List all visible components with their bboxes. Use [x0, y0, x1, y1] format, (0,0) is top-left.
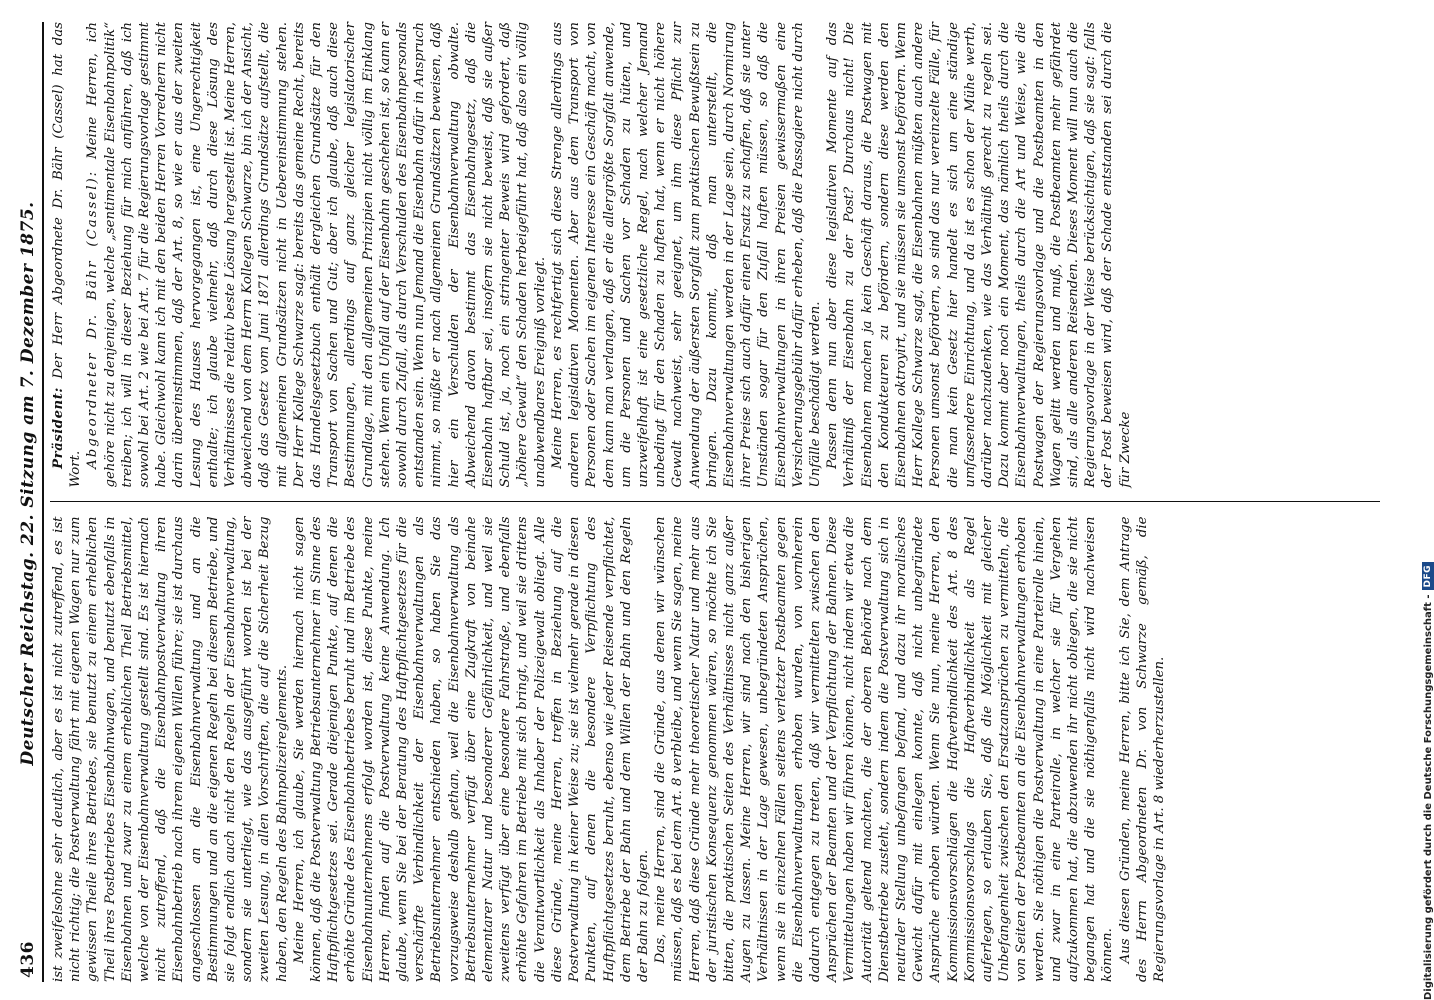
credit-text: Digitalisierung gefördert durch die Deutsche Forschungsgemeinschaft - — [1422, 594, 1434, 1000]
paragraph: ist zweifelsohne sehr deutlich, aber es ist nicht zutreffend, es ist nicht richtig; die Postverwaltung fährt mit eigenen Wagen nur zum gewissen Theile ihres Betriebes, sie benutzt zu einem erheblichen Theil ihres Postbetriebes Eisenbahnwagen, und benutzt ebenfalls in Eisenbahnen und zwar zu einem erheblichen Theil Betriebsmittel, welche von der Eisenbahnverwaltung gestellt sind. Es ist hiernach nicht zutreffend, daß die Eisenbahnpostverwaltung ihren Eisenbahnbetrieb nach ihrem eigenen Willen führe; sie ist durchaus angeschlossen an die Eisenbahnverwaltung und an die Bestimmungen und an die eigenen Regeln bei diesem Betriebe, und sie folgt endlich auch nicht den Regeln der Eisenbahnverwaltung, sondern sie unterliegt, wie das ausgeführt worden ist bei der zweiten Lesung, in allen Vorschriften, die auf die Sicherheit Bezug haben, den Regeln des Bahnpolizeireglements. — [51, 516, 290, 982]
president-label: Präsident: — [51, 387, 66, 469]
column-rule — [50, 502, 1380, 503]
paragraph: Meine Herren, ich glaube, Sie werden hiernach nicht sagen können, daß die Postverwaltung Betriebsunternehmer im Sinne des Haftpflichtgesetzes sei. Gerade diejenigen Punkte, auf denen die erhöhte Gründe des Eisenbahnbetriebes beruht und im Betriebe des Eisenbahnunternehmens erfolgt worden ist, diese Punkte, meine Herren, finden auf die Postverwaltung keine Anwendung. Ich glaube, wenn Sie bei der Beratung des Haftpflichtgesetzes für die verschärfte Verbindlichkeit der Eisenbahnverwaltungen als Betriebsunternehmer entschieden haben, so haben Sie das vorzugsweise deshalb gethan, weil die Eisenbahnverwaltung als Betriebsunternehmer verfügt über eine Zugkraft von beinahe elementarer Natur und besonderer Gefährlichkeit, und weil sie zweitens verfügt über eine besondere Fahrstraße, und ebenfalls erhöhte Gefahren im Betriebe mit sich bringt, und weil sie drittens die Verantwortlichkeit als Inhaber der Polizeigewalt obliegt. Alle diese Gründe, meine Herren, treffen in Beziehung auf die Postverwaltung in keiner Weise zu; sie ist vielmehr gerade in diesen Punkten, auf denen die besondere Verpflichtung des Haftpflichtgesetzes beruht, ebenso wie jeder Reisende verpflichtet, dem Betriebe der Bahn und dem Willen der Bahn und den Regeln der Bahn zu folgen. — [291, 516, 651, 982]
paragraph: Meine Herren, es rechtfertigt sich diese Strenge allerdings aus anderen legislativen Momenten. Aber aus dem Transport von Personen oder Sachen im eigenen Interesse ein Geschäft macht, von dem kann man verlangen, daß er die allergrößte Sorgfalt anwende, um die Personen und Sachen vor Schaden zu hüten, und unzweifelhaft ist eine gesetzliche Regel, nach welcher Jemand unbedingt für den Schaden zu haften hat, wenn er nicht höhere Gewalt nachweist, sehr geeignet, um ihm diese Pflicht zur Anwendung der äußersten Sorgfalt zum praktischen Bewußtsein zu bringen. Dazu kommt, daß man unterstellt, die Eisenbahnverwaltungen werden in der Lage sein, durch Normirung ihrer Preise sich auch dafür einen Ersatz zu schaffen, daß sie unter Umständen sogar für den Zufall haften müssen, so daß die Eisenbahnverwaltungen in ihren Preisen gewissermaßen eine Versicherungsgebühr dafür erheben, daß die Passagiere nicht durch Unfälle beschädigt werden. — [549, 22, 823, 488]
paragraph: Meine Herren, ich gehöre nicht zu denjenigen, welche „sentimentale Eisenbahnpolitik“ treiben; ich will in dieser Beziehung für mich anführen, daß ich sowohl bei Art. 2 wie bei Art. 7 für die Regierungsvorlage gestimmt habe. Gleichwohl kann ich mit den beiden Herren Vorrednern nicht darin übereinstimmen, daß der Art. 8, so wie er aus der zweiten Lesung des Hauses hervorgegangen ist, eine Ungerechtigkeit enthalte; ich glaube vielmehr, daß durch diese Lösung des Verhältnisses die relativ beste Lösung hergestellt ist. Meine Herren, abweichend von dem Herrn Kollegen Schwarze, bin ich der Ansicht, daß das Gesetz vom Juni 1871 allerdings Grundsätze aufstellt, die mit allgemeinen Grundsätzen nicht in Uebereinstimmung stehen. Der Herr Kollege Schwarze sagt: bereits das gemeine Recht, bereits das Handelsgesetzbuch enthält dergleichen Grundsätze für den Transport von Sachen und Gut; aber ich glaube, daß auch diese Bestimmungen, allerdings auf ganz gleicher legislatorischer Grundlage, mit den allgemeinen Prinzipien nicht völlig im Einklang stehen. Wenn ein Unfall auf der Eisenbahn geschehen ist, so kann er sowohl durch Zufall, als durch Verschulden des Eisenbahnpersonals entstanden sein. Wenn nun Jemand die Eisenbahn dafür in Anspruch nimmt, so müßte er nach allgemeinen Grundsätzen beweisen, daß hier ein Verschulden der Eisenbahnverwaltung obwalte. Abweichend davon bestimmt das Eisenbahngesetz, daß die Eisenbahn haftbar sei, insofern sie nicht beweist, daß sie außer Schuld ist, ja, noch ein stringenter Beweis wird gefordert, daß „höhere Gewalt“ den Schaden herbeigeführt hat, daß also ein völlig unabwendbares Ereigniß vorliegt. — [85, 22, 548, 488]
running-head — [14, 22, 44, 982]
column-left — [50, 517, 1380, 983]
paragraph: Das, meine Herren, sind die Gründe, aus denen wir wünschen müssen, daß es bei dem Art. 8 verbleibe, und wenn Sie sagen, meine Herren, daß diese Gründe mehr theoretischer Natur und mehr aus der juristischen Konsequenz genommen wären, so möchte ich Sie bitten, die praktischen Seiten des Verhältnisses nicht ganz außer Augen zu lassen. Meine Herren, wir sind nach den bisherigen Verhältnissen in der Lage gewesen, unbegründeten Ansprüchen, wenn sie in einzelnen Fällen seitens verletzter Postbeamten gegen die Eisenbahnverwaltungen erhoben wurden, von vornherein dadurch entgegen zu treten, daß wir vermittelten zwischen den Ansprüchen der Beamten und der Verpflichtung der Bahnen. Diese Vermittelungen haben wir führen können, nicht indem wir etwa die Autorität geltend machten, die der oberen Behörde nach dem Dienstbetriebe zusteht, sondern indem die Postverwaltung sich in neutraler Stellung unbefangen befand, und dazu ihr moralisches Gewicht dafür mit einlegen konnte, daß nicht unbegründete Ansprüche erhoben würden. Wenn Sie nun, meine Herren, den Kommissionsvorschlägen die Haftverbindlichkeit des Art. 8 des Kommissionsvorschlags die Haftverbindlichkeit als Regel auferlegen, so erlauben Sie, daß die Möglichkeit mit gleicher Unbefangenheit zwischen den Ersatzansprüchen zu vermitteln, die von Seiten der Postbeamten an die Eisenbahnverwaltungen erhoben werden. Sie nöthigen die Postverwaltung in eine Parteirolle hinein, und zwar in eine Parteirolle, in welcher sie für Vergehen aufzukommen hat, die abzuwenden ihr nicht obliegen, die sie nicht begangen hat und die sie nöthigenfalls nicht wird nachweisen können. — [653, 516, 1116, 982]
dfg-logo: DFG — [1422, 562, 1434, 591]
speaker-label: Abgeordneter Dr. Bähr (Cassel): — [85, 169, 101, 469]
dfg-credit — [1422, 562, 1434, 1000]
paragraph: Aus diesen Gründen, meine Herren, bitte ich Sie, dem Antrage des Herrn Abgeordneten Dr. von Schwarze gemäß, die Regierungsvorlage in Art. 8 wiederherzustellen. — [1117, 516, 1167, 982]
page-number: 436 — [18, 941, 38, 978]
column-right — [50, 22, 1380, 488]
paragraph: Passen denn nun aber diese legislativen Momente auf das Verhältniß der Eisenbahn zu der Post? Durchaus nicht! Die Eisenbahnen machen ja kein Geschäft daraus, die Postwagen mit den Kondukteuren zu befördern, sondern diese werden den Eisenbahnen oktroyirt, und sie müssen sie umsonst befördern. Wenn Herr Kollege Schwarze sagt, die Eisenbahnen müßten auch andere Personen umsonst befördern, so sind das nur vereinzelte Fälle, für die man kein Gesetz hier handelt es sich um eine ständige umfassendere Einrichtung, und da ist es schon der Mühe werth, darüber nachzudenken, wie das Verhältniß gerecht zu regeln sei. Dazu kommt aber noch ein Moment, das nämlich theils durch die Eisenbahnverwaltungen, theils durch die Art und Weise, wie die Postwagen der Regierungsvorlage und die Postbeamten in den Wagen gelitt werden und muß, die Postbeamten mehr gefährdet sind, als alle anderen Reisenden. Dieses Moment will nun auch die Regierungsvorlage in der Weise berücksichtigen, daß sie sagt: falls der Post beweisen wird, daß der Schade entstanden sei durch die für Zwecke — [825, 22, 1133, 488]
running-title: Deutscher Reichstag. 22. Sitzung am 7. Dezember 1875. — [18, 201, 38, 766]
president-text: Der Herr Abgeordnete Dr. Bähr (Cassel) hat das Wort. — [51, 22, 84, 488]
text-columns — [50, 22, 1380, 982]
